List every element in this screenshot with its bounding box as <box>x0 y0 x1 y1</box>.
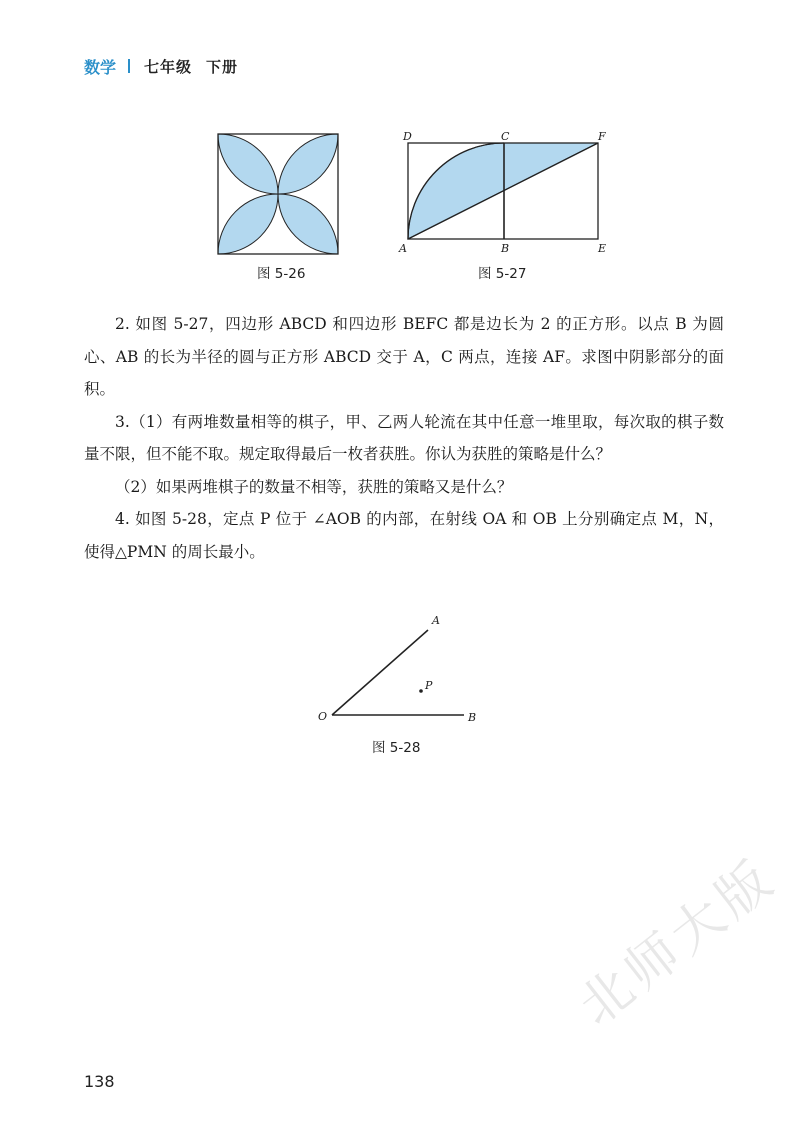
label-D: D <box>403 130 412 143</box>
publisher-watermark: 北师大版 <box>568 847 788 1038</box>
problem-3-part1: 3.（1）有两堆数量相等的棋子，甲、乙两人轮流在其中任意一堆里取，每次取的棋子数量不限，但不能不取。规定取得最后一枚者获胜。你认为获胜的策略是什么？ <box>84 412 724 463</box>
header-grade: 七年级 <box>144 57 193 76</box>
header-divider <box>128 59 130 73</box>
label-B: B <box>501 242 510 255</box>
point-P <box>419 689 423 693</box>
caption-fig26: 图 5-26 <box>257 266 306 282</box>
caption-fig27: 图 5-27 <box>478 266 527 282</box>
label-B: B <box>468 711 477 724</box>
petals <box>218 134 338 254</box>
label-A: A <box>399 242 407 255</box>
ray-OA <box>332 630 428 715</box>
problem-3-part2: （2）如果两堆棋子的数量不相等，获胜的策略又是什么？ <box>115 477 513 496</box>
figure-5-26 <box>218 134 338 254</box>
label-F: F <box>598 130 606 143</box>
label-E: E <box>598 242 607 255</box>
exercise-list <box>84 308 724 568</box>
label-A: A <box>432 614 440 627</box>
page-number: 138 <box>84 1072 115 1091</box>
label-C: C <box>501 130 510 143</box>
header-volume: 下册 <box>206 57 239 76</box>
label-P: P <box>425 679 433 692</box>
caption-fig28: 图 5-28 <box>372 740 421 756</box>
running-header <box>84 54 238 78</box>
figure-5-27 <box>398 130 618 260</box>
problem-2: 2. 如图 5-27，四边形 ABCD 和四边形 BEFC 都是边长为 2 的正方形。以点 B 为圆心、AB 的长为半径的圆与正方形 ABCD 交于 A，C 两点，连接 AF。求图中阴影部分的面积。 <box>84 315 724 398</box>
figure-5-28 <box>316 610 486 725</box>
header-subject: 数学 <box>84 57 117 77</box>
problem-4: 4. 如图 5-28，定点 P 位于 ∠AOB 的内部，在射线 OA 和 OB 上分别确定点 M，N，使得△PMN 的周长最小。 <box>84 510 724 561</box>
label-O: O <box>318 710 328 723</box>
